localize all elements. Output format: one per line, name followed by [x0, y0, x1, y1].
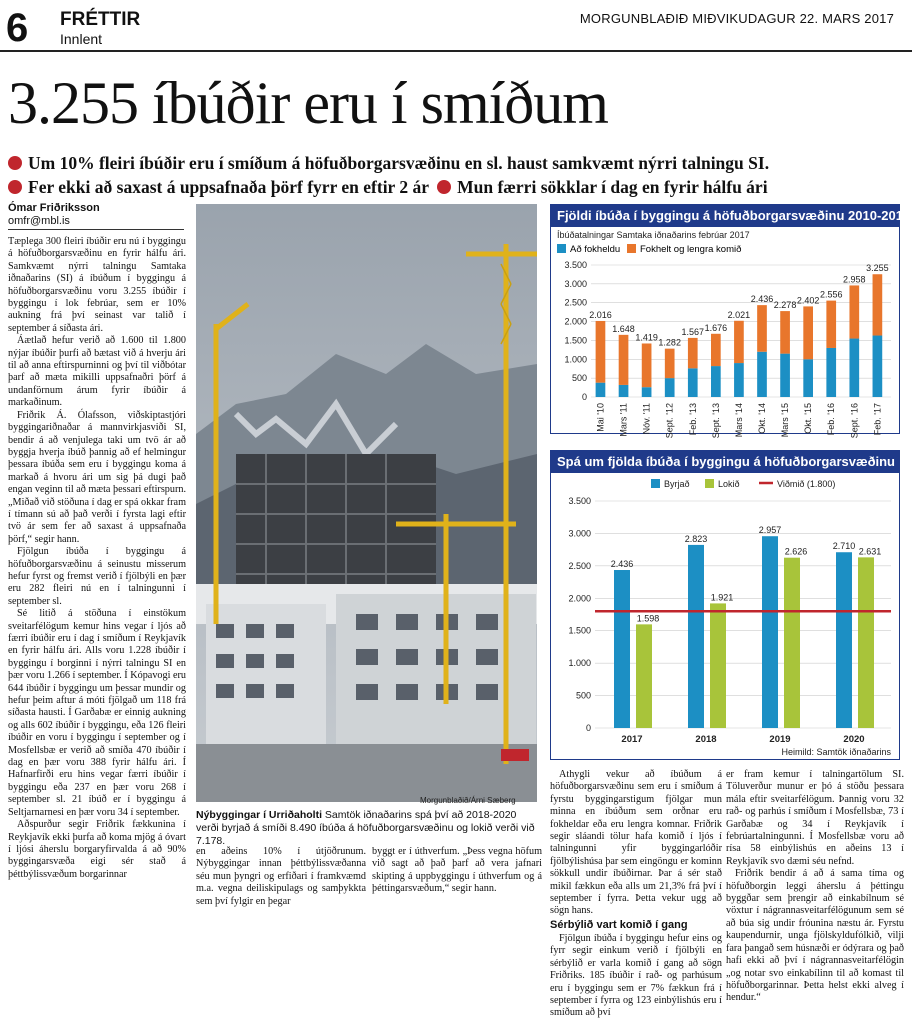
bar-segment: [665, 349, 675, 378]
bar-total-label: 1.282: [658, 337, 681, 348]
legend-swatch: [627, 244, 636, 253]
paragraph: Friðrik Á. Ólafsson, viðskiptastjóri byggingariðnaðar á mannvirkjasviði SI, bendir á að venjulega taki um tvö ár að byggja hverja íbúð þannig að ef helmingur þessara íbúða sem eru í byggingu koma á markað á hvoru ári um sig þá dugi það engan veginn til að mæta þessari eftirspurn. „Miðað við stöðuna í dag er spá okkar fram í tímann sú að það verði í fyrsta lagi eftir tvö ár sem fer að saxast á uppsafnaða þörf,“ segir hann.: [8, 409, 186, 545]
paragraph: Aðspurður segir Friðrik fækkunina í Reykjavík ekki þurfa að koma mjög á óvart í ljósi áherslu borgaryfirvalda á að 90% byggingarsvæða eigi sér stað á þéttbýlissvæðum borgarinnar: [8, 819, 186, 880]
byline-name: Ómar Friðriksson: [8, 202, 100, 214]
bar-segment: [642, 343, 652, 387]
bar-segment: [826, 301, 836, 348]
bar-value-label: 2.436: [610, 559, 634, 570]
bar-segment: [780, 311, 790, 354]
y-tick-label: 500: [571, 373, 587, 384]
bar-value-label: 1.598: [636, 613, 660, 624]
bar-value-label: 2.823: [684, 533, 708, 544]
paragraph: Tæplega 300 fleiri íbúðir eru nú í byggingu á höfuðborgarsvæðinu en fyrir hálfu ári. Samkvæmt nýrri talningu Samtaka iðnaðarins (SI) á íbúðum í byggingu á höfuðborgarsvæðinu voru 3.255 íbúðir í byggingu í lok febrúar, sem er 10% aukning frá því seinast var talið í september á síðasta ári.: [8, 236, 186, 334]
bar-segment: [711, 366, 721, 397]
x-tick-label: Feb. '13: [687, 403, 698, 436]
bar: [636, 624, 652, 728]
bar-total-label: 1.648: [612, 323, 635, 334]
paragraph: Athygli vekur að íbúðum á höfuðborgarsvæðinu sem eru í smíðum á fyrstu byggingarstigum fjölgar mun minna en íbúðum sem orðnar eru fokheldar eða eru lengra komnar. Friðrik segir sláandi tölur hafa komið í ljós í talningunni yfir byggingarlóðir fjölbýlishúsa þar sem eingöngu er kominn sökkull undir íbúðirnar. Þar á sér stað mikil fækkun eða alls um 21,3% frá því í september í fyrra. Þetta vekur ugg að sögn hans.: [550, 769, 722, 917]
section-name: FRÉTTIR: [60, 9, 141, 30]
x-tick-label: 2020: [843, 734, 865, 745]
deck-text: Fer ekki að saxast á uppsafnaða þörf fyrr en eftir 2 ár: [28, 177, 429, 197]
article-column-3: [372, 846, 542, 908]
bar: [710, 603, 726, 728]
bar: [836, 552, 852, 728]
byline-email[interactable]: omfr@mbl.is: [8, 215, 70, 227]
x-tick-label: Mars '11: [618, 403, 629, 437]
dateline: MORGUNBLAÐIÐ MIÐVIKUDAGUR 22. MARS 2017: [579, 11, 894, 26]
bar-segment: [757, 305, 767, 352]
y-tick-label: 0: [585, 723, 591, 733]
x-tick-label: 2017: [621, 734, 643, 745]
construction-photo-illustration: [196, 204, 537, 802]
bar: [762, 536, 778, 728]
y-tick-label: 3.000: [568, 528, 591, 539]
x-tick-label: Mars '15: [780, 403, 791, 438]
paragraph: er fram kemur í talningartölum SI. Töluverður munur er þó á stöðu þessara mála eftir sveitarfélögum. Þannig voru 32 rað- og parhús í smíðum í Mosfellsbæ, 73 í Garðabæ og 34 í Reykjavík í febrúartalningunni. Í Mosfellsbæ voru að rísa 58 einbýlishús en aðeins 13 í Reykjavík svo dæmi séu nefnd.: [726, 769, 904, 867]
bar-total-label: 2.402: [796, 295, 820, 306]
bar-segment: [734, 363, 744, 397]
bar-segment: [596, 321, 606, 383]
x-tick-label: Sept. '13: [710, 403, 721, 439]
bar: [688, 545, 704, 728]
y-tick-label: 0: [581, 392, 587, 402]
bar-segment: [826, 348, 836, 397]
y-tick-label: 1.500: [568, 625, 591, 636]
y-tick-label: 3.000: [564, 278, 587, 289]
bar-segment: [619, 385, 629, 397]
deck-text: Mun færri sökklar í dag en fyrir hálfu ári: [457, 177, 768, 197]
bar-segment: [780, 354, 790, 397]
bar-segment: [619, 335, 629, 385]
legend-label: Viðmið (1.800): [777, 479, 836, 489]
x-tick-label: Feb. '16: [826, 403, 837, 436]
paragraph: en aðeins 10% í útjöðrunum. Nýbyggingar innan þéttbýlissvæðanna séu mun þyngri og erfiðari í framkvæmd m.a. vegna deiliskipulags og samþykkta sem því fylgir en þegar: [196, 846, 366, 907]
y-tick-label: 3.500: [568, 496, 591, 506]
bar-value-label: 2.710: [832, 541, 856, 552]
y-tick-label: 2.000: [568, 593, 591, 604]
deck-line-2: [8, 176, 898, 198]
bar-total-label: 2.958: [843, 274, 866, 285]
bar-total-label: 1.419: [635, 332, 658, 343]
article-column-2: [196, 846, 366, 908]
paragraph: Fjölgun íbúða í byggingu á höfuðborgarsvæðinu á seinustu misserum hefur fyrst og fremst verið í fjölbýli en þær eru 282 fleiri nú en í talningunni í september sl.: [8, 546, 186, 607]
bar-segment: [596, 383, 606, 397]
paragraph: Áætlað hefur verið að 1.600 til 1.800 nýjar íbúðir þurfi að bætast við á hverju ári til að anna eftirspurninni og því til viðbótar þarf að mæta mikilli uppsafnaðri þörf á undanförnum árum fyrir íbúðir á markaðinum.: [8, 335, 186, 409]
x-tick-label: Mars '14: [733, 403, 744, 438]
legend-swatch: [705, 479, 714, 488]
bar-total-label: 2.016: [589, 309, 612, 320]
bar-segment: [688, 368, 698, 397]
bar-total-label: 2.021: [727, 309, 751, 320]
y-tick-label: 500: [575, 690, 591, 701]
legend-swatch: [651, 479, 660, 488]
chart-subtitle: Íbúðatalningar Samtaka iðnaðarins febrúar 2017: [557, 230, 750, 240]
photo-credit: Morgunblaðið/Árni Sæberg: [420, 796, 516, 805]
subheading: Sérbýlið vart komið í gang: [550, 918, 688, 931]
x-tick-label: 2019: [769, 734, 791, 745]
x-tick-label: Okt. '14: [757, 403, 767, 434]
bar-total-label: 1.567: [681, 326, 705, 337]
chart-source: Heimild: Samtök iðnaðarins: [781, 747, 891, 757]
byline-rule: [8, 229, 184, 230]
chart-title: Fjöldi íbúða í byggingu á höfuðborgarsvæðinu 2010-2017: [551, 205, 899, 227]
bar-segment: [665, 378, 675, 397]
chart-housing-under-construction: [550, 204, 911, 439]
subsection-name: Innlent: [60, 31, 103, 47]
bar-value-label: 2.631: [858, 546, 882, 557]
y-tick-label: 2.500: [564, 297, 587, 308]
caption-text: Samtök iðnaðarins spá því að 2018-2020 verði byrjað á smíði 8.490 íbúða á höfuðborgarsvæðinu og lokið verði við 7.178.: [196, 809, 535, 847]
bar-total-label: 3.255: [866, 263, 889, 274]
paragraph: Sé litið á stöðuna í einstökum sveitarfélögum kemur hins vegar í ljós að færri íbúðir eru í dag í smíðum í Reykjavík en fyrir hálfu ári. Alls voru 1.228 íbúðir í byggingu í borginni í nýrri talningu SI en þær voru 1.266 í september. Í Kópavogi eru 644 íbúðir í byggingu um þessar mundir og hefur þeim aftur á móti fjölgað um 118 frá síðasta hausti. Í Garðabæ er einnig aukning og alls 602 íbúðir í byggingu, eða 126 fleiri íbúðir en voru í byggingu í september og í Mosfellsbæ er verið að smíða 470 íbúðir í dag en þær voru 388 fyrir hálfu ári. Í Hafnarfirði eru hins vegar færri íbúðir í byggingu eða 237 en þær voru 268 í september sl. 21 íbúð er í byggingu á Seltjarnarnesi en þær voru 34 í september.: [8, 608, 186, 818]
bar-segment: [711, 334, 721, 366]
caption-lead: Nýbyggingar í Urriðaholti: [196, 809, 323, 821]
article-column-1: [8, 236, 186, 908]
article-column-4: [550, 769, 722, 1019]
bar-total-label: 1.676: [704, 322, 728, 333]
bar-segment: [642, 387, 652, 397]
bar-segment: [688, 338, 698, 368]
legend-label: Byrjað: [664, 479, 690, 489]
bar: [614, 570, 630, 728]
chart-forecast: [550, 450, 900, 760]
bar-segment: [849, 339, 859, 397]
y-tick-label: 1.500: [564, 335, 587, 346]
bar-value-label: 2.957: [758, 525, 782, 536]
header-rule: [0, 50, 912, 52]
x-tick-label: Nóv. '11: [641, 403, 652, 435]
y-tick-label: 2.000: [564, 316, 587, 327]
legend-label: Að fokheldu: [570, 244, 621, 255]
paragraph: byggt er í úthverfum. „Þess vegna höfum við sagt að það þarf að vera jafnari skipting á uppbyggingu í úthverfum og á þéttingarsvæðum,“ segir hann.: [372, 846, 542, 895]
bar-segment: [757, 352, 767, 397]
bar-segment: [873, 274, 883, 335]
photo-caption: [196, 809, 538, 848]
bar-segment: [849, 285, 859, 338]
bar-segment: [873, 336, 883, 397]
x-tick-label: Feb. '17: [872, 403, 883, 436]
paragraph: Fjölgun íbúða í byggingu hefur eins og fyrr segir einkum verið í fjölbýli en sérbýlið er varla komið í gang að sögn Friðriks. 185 íbúðir í rað- og parhúsum eru í byggingu sem er 7% fækkun frá í september í fyrra og 123 einbýlishús eru í smíðum að því: [550, 932, 722, 1019]
x-tick-label: Sept. '12: [664, 403, 675, 439]
legend-label: Fokhelt og lengra komið: [640, 244, 742, 255]
deck-line-1: [8, 152, 898, 174]
y-tick-label: 1.000: [564, 354, 587, 365]
legend-label: Lokið: [718, 479, 740, 489]
x-tick-label: Mai '10: [595, 403, 606, 432]
bar-total-label: 2.436: [750, 294, 774, 305]
x-tick-label: 2018: [695, 734, 717, 745]
x-tick-label: Sept. '16: [849, 403, 860, 439]
paragraph: Friðrik bendir á að á sama tíma og höfuðborgin leggi áherslu á þéttingu byggðar sem þrengir að einkabílnum sé vöxtur í nágrannasveitarfélögunum sem sé að búa sig undir fróunina næstu ár. Fyrstu kaupendurnir, unga fjölskyldufólkið, vilji fara þangað sem húsnæði er ódýrara og það hafi ekki að því í nágrannasveitarfélögin „og notar svo einkabílinn til að komast til höfuðborgarinnar. Þetta helst ekki alveg í hendur.“: [726, 868, 904, 1004]
bar-total-label: 2.556: [819, 289, 843, 300]
bar-value-label: 1.921: [710, 592, 734, 603]
bullet-icon: [8, 180, 22, 194]
y-tick-label: 1.000: [568, 658, 591, 669]
chart-plot: [551, 473, 899, 759]
bar: [858, 557, 874, 728]
bar-total-label: 2.278: [773, 300, 797, 311]
news-photo: [196, 204, 537, 802]
bar-segment: [803, 306, 813, 359]
chart-title: Spá um fjölda íbúða í byggingu á höfuðborgarsvæðinu: [551, 451, 899, 473]
bar-segment: [734, 321, 744, 363]
page-number: 6: [6, 6, 29, 50]
chart-plot: [551, 227, 899, 439]
article-column-5: [726, 769, 904, 1004]
y-tick-label: 2.500: [568, 560, 591, 571]
bar-value-label: 2.626: [784, 546, 808, 557]
headline: 3.255 íbúðir eru í smíðum: [8, 70, 608, 136]
x-tick-label: Okt. '15: [803, 403, 814, 434]
deck-text: Um 10% fleiri íbúðir eru í smíðum á höfuðborgarsvæðinu en sl. haust samkvæmt nýrri talningu SI.: [28, 153, 770, 173]
legend-swatch: [557, 244, 566, 253]
y-tick-label: 3.500: [564, 260, 587, 270]
bullet-icon: [437, 180, 451, 194]
bar: [784, 558, 800, 728]
bar-segment: [803, 359, 813, 397]
bullet-icon: [8, 156, 22, 170]
